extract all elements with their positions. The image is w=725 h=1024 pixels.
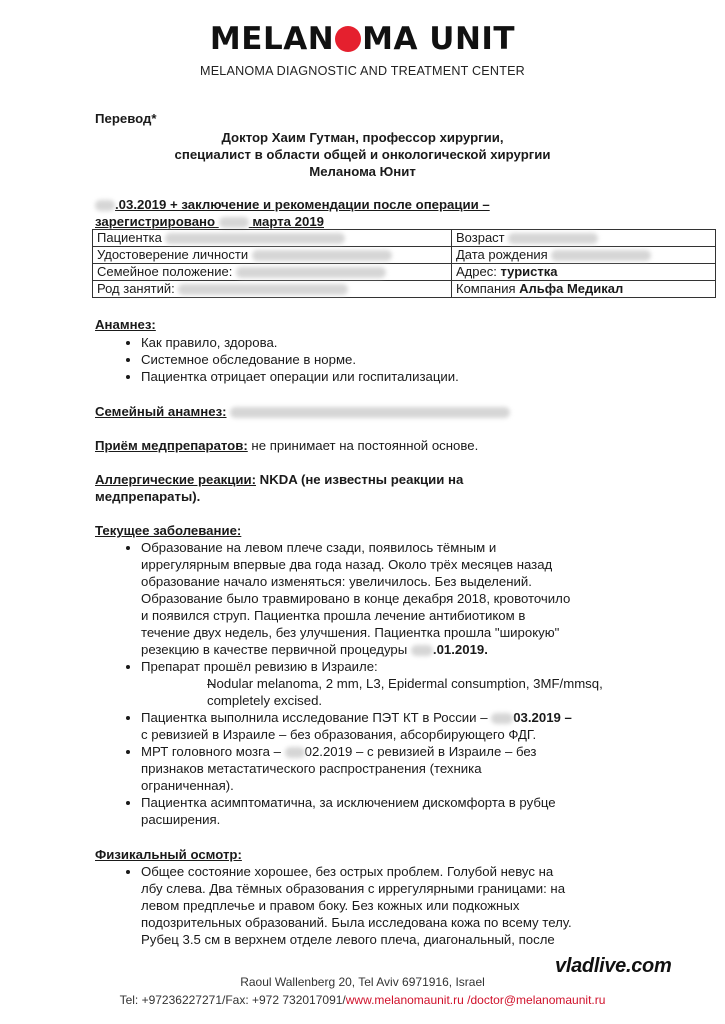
allergies-title: Аллергические реакции: bbox=[95, 472, 256, 487]
family-status-cell: Семейное положение: bbox=[93, 264, 452, 281]
allergies-text-line-1: NKDA (не известны реакции на bbox=[259, 472, 464, 487]
physical-exam-title: Физикальный осмотр: bbox=[95, 847, 242, 862]
family-history-title: Семейный анамнез: bbox=[95, 404, 227, 419]
redacted-date bbox=[411, 645, 433, 656]
list-item: • Пациентка асимптоматична, за исключением дискомфорта в рубце расширения. bbox=[141, 794, 675, 828]
redacted-id bbox=[252, 250, 392, 261]
redacted-family-status bbox=[236, 267, 386, 278]
footer-email-link[interactable]: doctor@melanomaunit.ru bbox=[470, 993, 606, 1007]
list-item: • Пациентка выполнила исследование ПЭТ КТ в России – 03.2019 – с ревизией в Израиле – без образования, абсорбирующего ФДГ. bbox=[141, 709, 675, 743]
company-cell: Компания Альфа Медикал bbox=[452, 281, 716, 298]
family-history-section bbox=[95, 403, 655, 420]
redacted-date bbox=[491, 713, 513, 724]
occupation-cell: Род занятий: bbox=[93, 281, 452, 298]
allergies-section bbox=[95, 471, 655, 505]
list-item: • МРТ головного мозга – 02.2019 – с ревизией в Израиле – без признаков метастатического распространения (техника ограниченная). bbox=[141, 743, 675, 794]
doctor-line-3: Меланома Юнит bbox=[309, 164, 416, 179]
translation-label: Перевод* bbox=[95, 111, 157, 126]
allergies-text-line-2: медпрепараты). bbox=[95, 489, 201, 504]
age-cell: Возраст bbox=[452, 230, 716, 247]
report-title-line-2: зарегистрировано марта 2019 bbox=[95, 214, 324, 229]
list-item: • Образование на левом плече сзади, появилось тёмным и иррегулярным впервые два года назад. Около трёх месяцев назад образование начало изменяться: увеличилось. Без выделений. Образование было травмировано в конце декабря 2018, кровоточило и появился струп. Пациентка прошла лечение антибиотиком в течение двух недель, без улучшения. Пациентка прошла "широкую" резекцию в качестве первичной процедуры .01.2019. bbox=[141, 539, 675, 658]
redacted-date bbox=[285, 747, 305, 758]
footer-website-link[interactable]: www.melanomaunit.ru bbox=[345, 993, 464, 1007]
anamnesis-title: Анамнез: bbox=[95, 317, 156, 332]
list-item: • Общее состояние хорошее, без острых проблем. Голубой невус на лбу слева. Два тёмных образования с иррегулярными границами: на левом предплечье и правом боку. Без кожных или подкожных подозрительных образований. Была исследована кожа по всему телу. Рубец 3.5 см в верхнем отделе левого плеча, диагональный, после bbox=[141, 863, 675, 948]
table-row bbox=[93, 281, 716, 298]
doctor-line-1: Доктор Хаим Гутман, профессор хирургии, bbox=[221, 130, 504, 145]
current-illness-section bbox=[95, 522, 675, 828]
current-illness-title: Текущее заболевание: bbox=[95, 523, 242, 538]
footer-address: Raoul Wallenberg 20, Tel Aviv 6971916, Israel bbox=[240, 975, 485, 989]
patient-cell: Пациентка bbox=[93, 230, 452, 247]
logo-text-left: MELAN bbox=[209, 21, 335, 57]
patient-info-table bbox=[92, 229, 716, 298]
redacted-date bbox=[95, 200, 115, 211]
footer-phone: Tel: +97236227271/Fax: +972 732017091/ bbox=[119, 993, 346, 1007]
physical-exam-section bbox=[95, 846, 675, 948]
redacted-family-history bbox=[230, 407, 510, 418]
address-cell: Адрес: туристка bbox=[452, 264, 716, 281]
watermark: vladlive.com bbox=[555, 955, 672, 977]
report-title-line-1: .03.2019 + заключение и рекомендации после операции – bbox=[95, 196, 490, 213]
list-item: • Препарат прошёл ревизию в Израиле: – Nodular melanoma, 2 mm, L3, Epidermal consumption, 3MF/mmsq, completely excised. bbox=[141, 658, 675, 709]
redacted-day bbox=[219, 217, 249, 228]
doctor-line-2: специалист в области общей и онкологической хирургии bbox=[174, 147, 551, 162]
list-item: • Системное обследование в норме. bbox=[141, 351, 655, 368]
report-title bbox=[95, 196, 490, 230]
redacted-dob bbox=[551, 250, 651, 261]
table-row bbox=[93, 264, 716, 281]
logo-subtitle: MELANOMA DIAGNOSTIC AND TREATMENT CENTER bbox=[200, 64, 525, 78]
medication-text: не принимает на постоянной основе. bbox=[251, 438, 479, 453]
logo-text-right: MA UNIT bbox=[362, 21, 516, 57]
redacted-occupation bbox=[178, 284, 348, 295]
medication-title: Приём медпрепаратов: bbox=[95, 438, 248, 453]
footer-contacts: Tel: +97236227271/Fax: +972 732017091/www.melanomaunit.ru /doctor@melanomaunit.ru bbox=[119, 993, 606, 1007]
sub-list-item: – Nodular melanoma, 2 mm, L3, Epidermal consumption, 3MF/mmsq, completely excised. bbox=[207, 675, 675, 709]
redacted-age bbox=[508, 233, 598, 244]
logo-wordmark bbox=[210, 20, 515, 58]
doctor-heading bbox=[0, 129, 725, 180]
table-row bbox=[93, 247, 716, 264]
dob-cell: Дата рождения bbox=[452, 247, 716, 264]
redacted-name bbox=[165, 233, 345, 244]
list-item: • Как правило, здорова. bbox=[141, 334, 655, 351]
list-item: • Пациентка отрицает операции или госпитализации. bbox=[141, 368, 655, 385]
logo-red-dot-icon bbox=[335, 26, 361, 52]
table-row bbox=[93, 230, 716, 247]
id-cell: Удостоверение личности bbox=[93, 247, 452, 264]
medication-section bbox=[95, 437, 655, 454]
clinic-logo bbox=[0, 20, 725, 78]
anamnesis-section bbox=[95, 316, 655, 385]
